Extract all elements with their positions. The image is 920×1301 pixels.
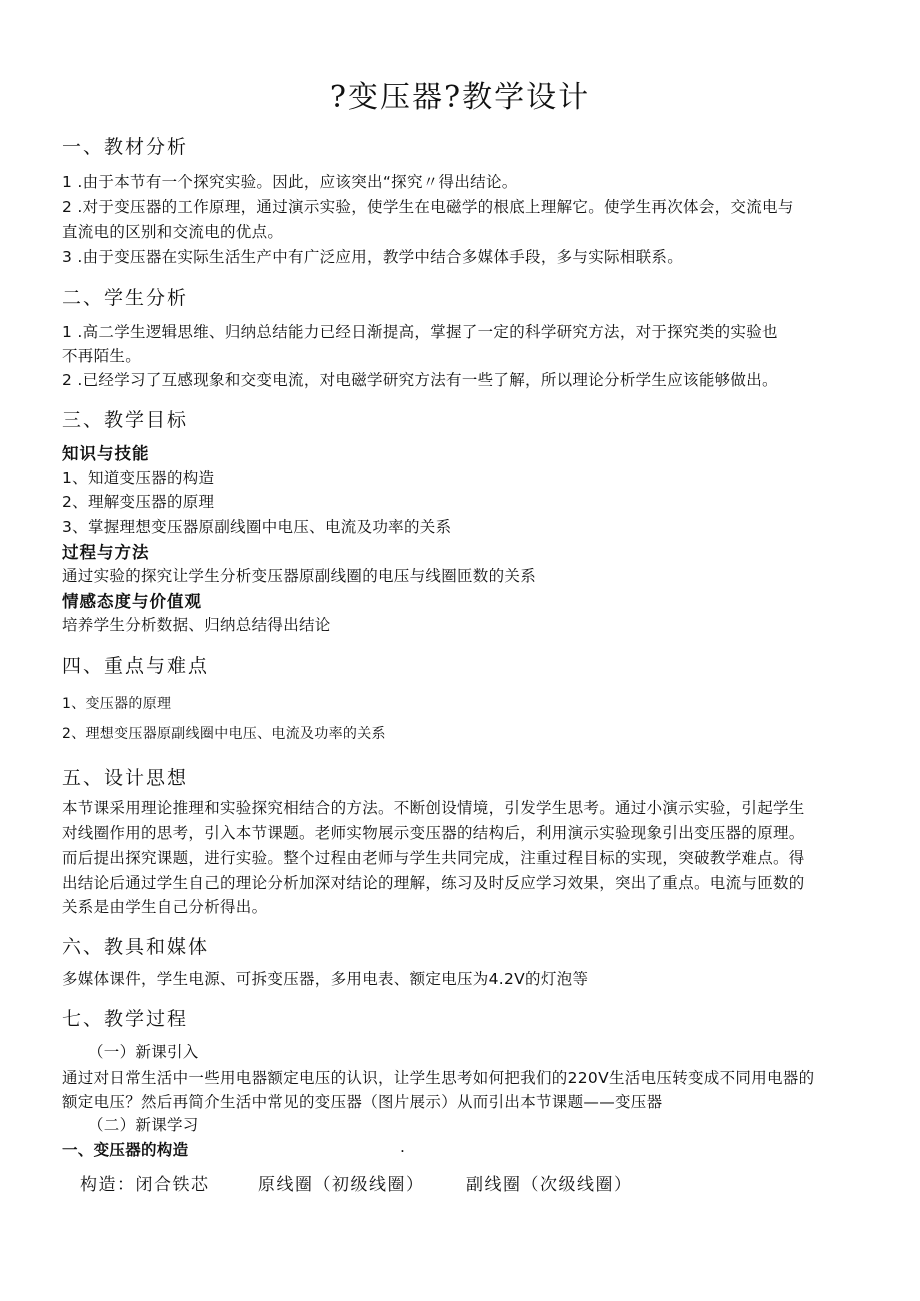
list-item: 1、变压器的原理 xyxy=(62,696,172,712)
list-item: 1、知道变压器的构造 xyxy=(62,469,215,487)
subheading-new-lesson: （二）新课学习 xyxy=(88,1116,199,1134)
paragraph: 本节课采用理论推理和实验探究相结合的方法。不断创设情境，引发学生思考。通过小演示实验，引起学生 xyxy=(62,799,805,817)
section-heading-media: 六、教具和媒体 xyxy=(62,936,210,958)
paragraph: 额定电压？然后再简介生活中常见的变压器（图片展示）从而引出本节课题——变压器 xyxy=(62,1093,663,1111)
paragraph: 1 .由于本节有一个探究实验。因此，应该突出“探究〃得出结论。 xyxy=(62,173,518,191)
subheading-emotion: 情感态度与价值观 xyxy=(62,592,202,611)
section-heading-design: 五、设计思想 xyxy=(62,767,189,789)
paragraph: 多媒体课件，学生电源、可拆变压器，多用电表、额定电压为4.2V的灯泡等 xyxy=(62,970,589,988)
paragraph: 培养学生分析数据、归纳总结得出结论 xyxy=(62,616,331,634)
paragraph: 关系是由学生自己分析得出。 xyxy=(62,898,268,916)
subheading-intro: （一）新课引入 xyxy=(88,1043,199,1061)
section-heading-students: 二、学生分析 xyxy=(62,287,189,309)
list-item: 3、掌握理想变压器原副线圈中电压、电流及功率的关系 xyxy=(62,518,452,536)
stray-dot: . xyxy=(400,1138,406,1156)
paragraph: 对线圈作用的思考，引入本节课题。老师实物展示变压器的结构后，利用演示实验现象引出变压器的原理。 xyxy=(62,824,805,842)
part-heading-structure: 一、变压器的构造 xyxy=(62,1141,189,1159)
section-heading-objectives: 三、教学目标 xyxy=(62,409,189,431)
section-heading-process: 七、教学过程 xyxy=(62,1008,189,1030)
list-item: 2、理解变压器的原理 xyxy=(62,493,215,511)
paragraph: 2 .已经学习了互感现象和交变电流，对电磁学研究方法有一些了解，所以理论分析学生应该能够做出。 xyxy=(62,371,778,389)
subheading-knowledge: 知识与技能 xyxy=(62,444,150,463)
section-heading-key-points: 四、重点与难点 xyxy=(62,655,210,677)
paragraph: 出结论后通过学生自己的理论分析加深对结论的理解，练习及时反应学习效果，突出了重点。电流与匝数的 xyxy=(62,874,805,892)
paragraph: 而后提出探究课题，进行实验。整个过程由老师与学生共同完成，注重过程目标的实现，突破教学难点。得 xyxy=(62,849,805,867)
document-title: ?变压器?教学设计 xyxy=(329,80,591,115)
paragraph: 不再陌生。 xyxy=(62,347,142,365)
secondary-coil: 副线圈（次级线圈） xyxy=(466,1175,633,1195)
paragraph: 1 .高二学生逻辑思维、归纳总结能力已经日渐提高，掌握了一定的科学研究方法，对于探究类的实验也 xyxy=(62,323,778,341)
paragraph: 3 .由于变压器在实际生活生产中有广泛应用，教学中结合多媒体手段，多与实际相联系。 xyxy=(62,248,684,266)
primary-coil: 原线圈（初级线圈） xyxy=(258,1175,425,1195)
paragraph: 直流电的区别和交流电的优点。 xyxy=(62,223,284,241)
paragraph: 2 .对于变压器的工作原理，通过演示实验，使学生在电磁学的根底上理解它。使学生再次体会，交流电与 xyxy=(62,198,794,216)
list-item: 2、理想变压器原副线圈中电压、电流及功率的关系 xyxy=(62,726,386,742)
paragraph: 通过对日常生活中一些用电器额定电压的认识，让学生思考如何把我们的220V生活电压转变成不同用电器的 xyxy=(62,1069,815,1087)
structure-label: 构造：闭合铁芯 xyxy=(80,1175,210,1195)
subheading-process: 过程与方法 xyxy=(62,543,150,562)
paragraph: 通过实验的探究让学生分析变压器原副线圈的电压与线圈匝数的关系 xyxy=(62,567,537,585)
section-heading-materials: 一、教材分析 xyxy=(62,136,189,158)
